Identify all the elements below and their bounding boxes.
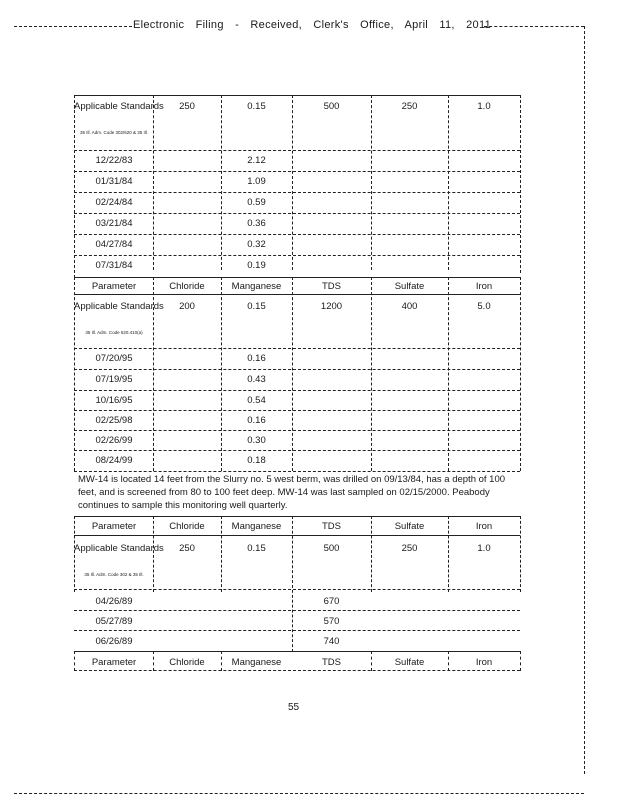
column-header: Sulfate xyxy=(394,281,425,292)
sample-date: 04/27/84 xyxy=(95,239,133,250)
table-rule xyxy=(74,95,520,96)
std-iron: 5.0 xyxy=(477,301,491,312)
table-rule xyxy=(74,430,520,431)
manganese-value: 1.09 xyxy=(247,176,266,187)
standards-citation: 35 Ill. Adm. Code 302 & 35 Ill. xyxy=(84,572,144,577)
table-rule xyxy=(520,651,521,671)
standards-citation: 35 Ill. Adm. Code 620.410(a) xyxy=(85,330,143,335)
std-chloride: 250 xyxy=(179,101,195,112)
sample-date: 06/26/89 xyxy=(95,636,133,647)
table-rule xyxy=(371,95,372,270)
sample-date: 05/27/89 xyxy=(95,616,133,627)
tds-value: 740 xyxy=(323,636,340,647)
manganese-value: 0.36 xyxy=(247,218,266,229)
table-rule xyxy=(520,95,521,273)
column-header: Iron xyxy=(475,281,493,292)
table-rule xyxy=(74,255,520,256)
column-header: Manganese xyxy=(231,281,282,292)
column-header: Sulfate xyxy=(394,521,425,532)
table-rule xyxy=(74,348,520,349)
table-rule xyxy=(74,390,520,391)
column-header: Parameter xyxy=(91,521,137,532)
manganese-value: 0.32 xyxy=(247,239,266,250)
table-rule xyxy=(74,277,520,278)
table-rule xyxy=(292,95,293,270)
table-rule xyxy=(74,294,520,295)
table-rule xyxy=(74,171,520,172)
filing-header: Electronic Filing - Received, Clerk's Office, April 11, 2011 xyxy=(133,19,491,31)
column-header: TDS xyxy=(322,281,341,292)
standards-label: Applicable Standards xyxy=(74,543,164,554)
column-header: Chloride xyxy=(169,281,205,292)
table-rule xyxy=(74,192,520,193)
sample-date: 03/21/84 xyxy=(95,218,133,229)
column-header: TDS xyxy=(322,657,341,668)
std-tds: 1200 xyxy=(320,301,343,312)
standards-citation: 35 Ill. Adm. Code 302/620 & 35 Ill. xyxy=(79,130,149,135)
table-rule xyxy=(74,150,520,151)
manganese-value: 0.30 xyxy=(247,435,266,446)
manganese-value: 2.12 xyxy=(247,155,266,166)
column-header: Chloride xyxy=(169,521,205,532)
std-sulfate: 250 xyxy=(401,543,418,554)
table-rule xyxy=(520,516,521,592)
manganese-value: 0.43 xyxy=(247,374,266,385)
table-rule xyxy=(74,610,520,611)
manganese-value: 0.54 xyxy=(247,395,266,406)
table-rule xyxy=(74,535,520,536)
manganese-value: 0.16 xyxy=(247,353,266,364)
sample-date: 04/26/89 xyxy=(95,596,133,607)
table-rule xyxy=(74,369,520,370)
manganese-value: 0.19 xyxy=(247,260,266,271)
table-rule xyxy=(74,213,520,214)
standards-label: Applicable Standards xyxy=(74,101,164,112)
table-rule xyxy=(520,277,521,471)
manganese-value: 0.16 xyxy=(247,415,266,426)
sample-date: 07/31/84 xyxy=(95,260,133,271)
table-rule xyxy=(74,410,520,411)
table-rule xyxy=(292,516,293,652)
table-rule xyxy=(74,471,520,472)
std-tds: 500 xyxy=(323,543,340,554)
column-header: TDS xyxy=(322,521,341,532)
sample-date: 02/26/99 xyxy=(95,435,133,446)
sample-date: 08/24/99 xyxy=(95,455,133,466)
column-header: Manganese xyxy=(231,657,282,668)
sample-date: 02/24/84 xyxy=(95,197,133,208)
sample-date: 10/16/95 xyxy=(95,395,133,406)
std-iron: 1.0 xyxy=(477,543,491,554)
table-rule xyxy=(74,651,520,652)
well-description: MW-14 is located 14 feet from the Slurry no. 5 west berm, was drilled on 09/13/84, has a depth of 100 feet, and is screened from 80 to 100 feet deep. MW-14 was last sampled on 02/15/2000. Peabody continues to sample this monitoring well quarterly. xyxy=(78,474,506,511)
column-header: Parameter xyxy=(91,281,137,292)
table-rule xyxy=(74,450,520,451)
tds-value: 570 xyxy=(323,616,340,627)
header-rule-right xyxy=(484,26,584,27)
std-sulfate: 250 xyxy=(401,101,418,112)
std-manganese: 0.15 xyxy=(247,543,266,554)
manganese-value: 0.18 xyxy=(247,455,266,466)
page-border-bottom xyxy=(14,793,584,794)
column-header: Chloride xyxy=(169,657,205,668)
std-sulfate: 400 xyxy=(401,301,418,312)
std-manganese: 0.15 xyxy=(247,301,266,312)
table-rule xyxy=(74,670,520,671)
column-header: Iron xyxy=(475,521,493,532)
header-rule-left xyxy=(14,26,132,27)
table-rule xyxy=(448,95,449,270)
sample-date: 07/20/95 xyxy=(95,353,133,364)
std-chloride: 200 xyxy=(179,301,195,312)
sample-date: 07/19/95 xyxy=(95,374,133,385)
std-iron: 1.0 xyxy=(477,101,491,112)
column-header: Sulfate xyxy=(394,657,425,668)
manganese-value: 0.59 xyxy=(247,197,266,208)
column-header: Iron xyxy=(475,657,493,668)
std-tds: 500 xyxy=(323,101,340,112)
sample-date: 12/22/83 xyxy=(95,155,133,166)
std-chloride: 250 xyxy=(179,543,195,554)
standards-label: Applicable Standards xyxy=(74,301,164,312)
table-rule xyxy=(74,234,520,235)
table-rule xyxy=(74,630,520,631)
table-rule xyxy=(74,516,520,517)
sample-date: 02/25/98 xyxy=(95,415,133,426)
sample-date: 01/31/84 xyxy=(95,176,133,187)
tds-value: 670 xyxy=(323,596,340,607)
page-border-right xyxy=(584,26,585,774)
column-header: Parameter xyxy=(91,657,137,668)
page-number: 55 xyxy=(288,702,300,713)
std-manganese: 0.15 xyxy=(247,101,266,112)
column-header: Manganese xyxy=(231,521,282,532)
table-rule xyxy=(74,589,520,590)
